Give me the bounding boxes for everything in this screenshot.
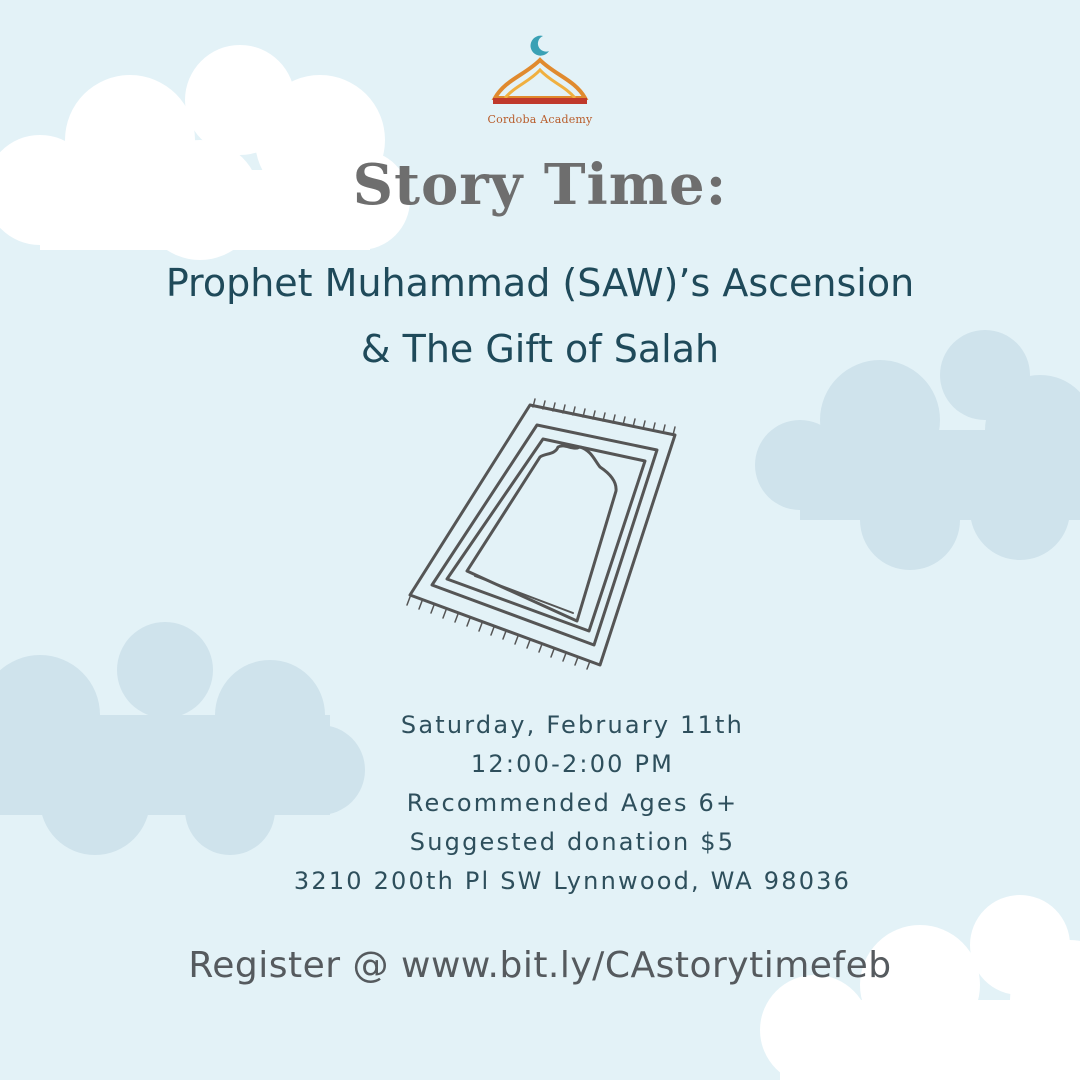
event-subtitle (40, 250, 1040, 382)
dome-crescent-icon (485, 30, 595, 115)
prayer-mat-icon (395, 395, 685, 675)
cordoba-academy-logo (480, 30, 600, 130)
event-title: Story Time: (352, 152, 728, 218)
event-time: 12:00-2:00 PM (470, 750, 675, 778)
event-details (200, 706, 945, 901)
event-donation: Suggested donation $5 (409, 828, 736, 856)
subtitle-line-2: & The Gift of Salah (360, 327, 720, 371)
logo-text: Cordoba Academy (487, 113, 593, 126)
subtitle-line-1: Prophet Muhammad (SAW)’s Ascension (165, 261, 915, 305)
event-address: 3210 200th Pl SW Lynnwood, WA 98036 (293, 867, 852, 895)
register-link[interactable]: Register @ www.bit.ly/CAstorytimefeb (188, 945, 892, 986)
cloud-bottom-right (760, 895, 1080, 1080)
event-ages: Recommended Ages 6+ (406, 789, 739, 817)
event-date: Saturday, February 11th (400, 711, 745, 739)
